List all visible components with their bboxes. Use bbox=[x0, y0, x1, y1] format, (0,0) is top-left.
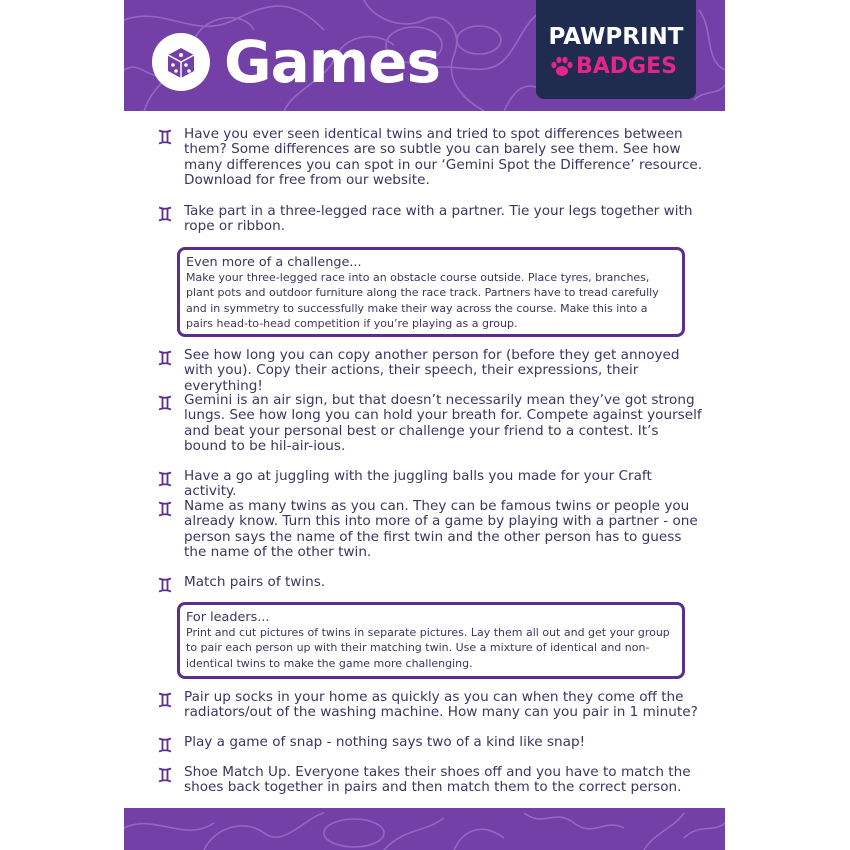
item-text: Match pairs of twins. bbox=[184, 574, 326, 590]
gemini-symbol-icon bbox=[158, 350, 172, 366]
box-title: For leaders... bbox=[186, 610, 270, 625]
item-text: Pair up socks in your home as quickly as you can when they come off the radiators/out of the washing machine. How many can you pair in 1 minute? bbox=[184, 689, 698, 721]
gemini-symbol-icon bbox=[158, 577, 172, 593]
box-text: Print and cut pictures of twins in separate pictures. Lay them all out and get your group to pair each person up with their matching twin. Use a mixture of identical and non-identical twins to make the game more challenging. bbox=[186, 626, 670, 670]
worksheet-page bbox=[124, 0, 725, 850]
box-text: Make your three-legged race into an obstacle course outside. Place tyres, branches, plant pots and outdoor furniture along the race track. Partners have to tread carefully and in symmetry to successfully make their way across the course. Make this into a pairs head-to-head competition if you’re playing as a group. bbox=[186, 271, 659, 330]
page-title: Games bbox=[224, 28, 441, 96]
header-banner bbox=[124, 0, 725, 111]
item-text: Have a go at juggling with the juggling balls you made for your Craft activity. bbox=[184, 468, 652, 500]
gemini-symbol-icon bbox=[158, 395, 172, 411]
floral-decoration-icon bbox=[124, 808, 725, 850]
gemini-symbol-icon bbox=[158, 767, 172, 783]
item-text: Shoe Match Up. Everyone takes their shoes off and you have to match the shoes back together in pairs and then match them to the correct person. bbox=[184, 764, 691, 796]
footer-banner bbox=[124, 808, 725, 850]
box-title: Even more of a challenge... bbox=[186, 255, 362, 270]
gemini-symbol-icon bbox=[158, 206, 172, 222]
item-text: Have you ever seen identical twins and tried to spot differences between them? Some differences are so subtle you can barely see them. See how many differences you can spot in our ‘Gemini Spot the Difference’ resource. Download for free from our website. bbox=[184, 126, 703, 188]
paw-print-icon bbox=[550, 56, 574, 78]
item-text: Name as many twins as you can. They can be famous twins or people you already know. Turn this into more of a game by playing with a partner - one person says the name of the first twin and the other person has to guess the name of the other twin. bbox=[184, 498, 698, 560]
leaders-box bbox=[177, 602, 685, 679]
logo-top-text: PAWPRINT bbox=[548, 24, 684, 50]
gemini-symbol-icon bbox=[158, 501, 172, 517]
pawprint-badges-logo bbox=[536, 0, 696, 99]
item-text: Take part in a three-legged race with a partner. Tie your legs together with rope or ribbon. bbox=[184, 203, 693, 235]
logo-bottom bbox=[550, 52, 690, 82]
logo-bottom-text: BADGES bbox=[576, 54, 677, 79]
gemini-symbol-icon bbox=[158, 737, 172, 753]
gemini-symbol-icon bbox=[158, 471, 172, 487]
gemini-symbol-icon bbox=[158, 129, 172, 145]
challenge-box bbox=[177, 247, 685, 337]
dice-icon bbox=[152, 33, 210, 91]
item-text: Gemini is an air sign, but that doesn’t necessarily mean they’ve got strong lungs. See how long you can hold your breath for. Compete against yourself and beat your personal best or challenge your friend to a contest. It’s bound to be hil-air-ious. bbox=[184, 392, 702, 454]
item-text: Play a game of snap - nothing says two of a kind like snap! bbox=[184, 734, 586, 750]
gemini-symbol-icon bbox=[158, 692, 172, 708]
item-text: See how long you can copy another person for (before they get annoyed with you). Copy their actions, their speech, their expressions, their everything! bbox=[184, 347, 680, 394]
